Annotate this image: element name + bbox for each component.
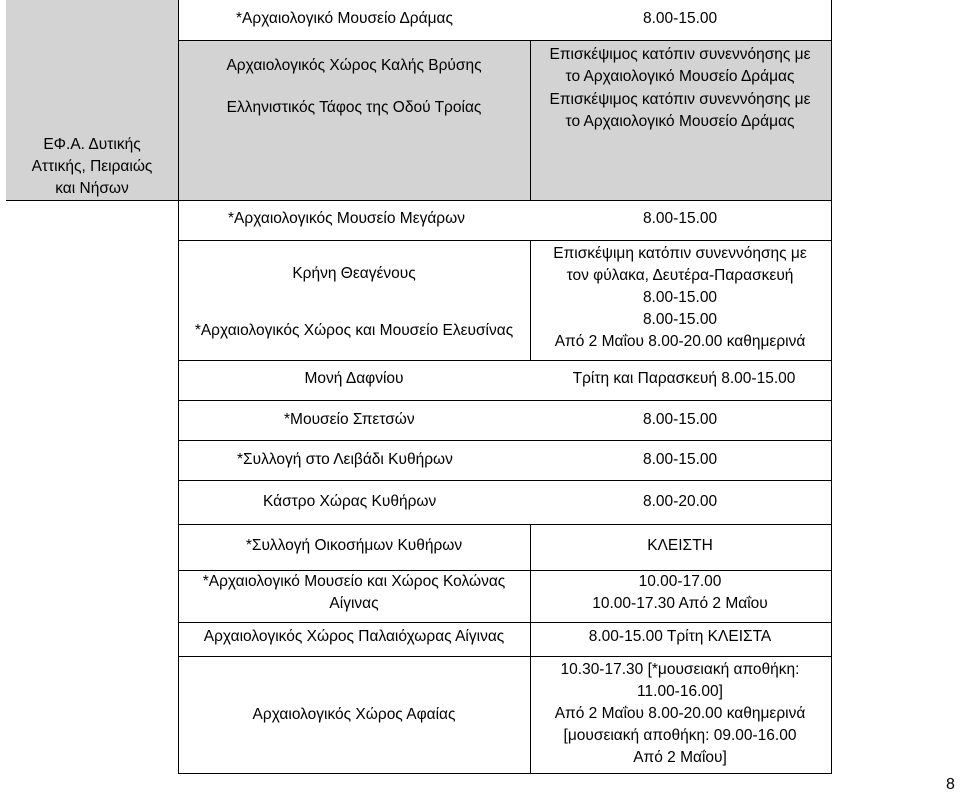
- rule: [530, 524, 531, 773]
- kolona-site-line-1: *Αρχαιολογικό Μουσείο και Χώρος Κολώνας: [202, 573, 506, 590]
- kali-vrysi-hours-line-2: το Αρχαιολογικό Μουσείο Δράμας: [565, 68, 795, 85]
- afaia-hours-line-2: 11.00-16.00]: [637, 683, 723, 700]
- rule: [530, 240, 531, 360]
- kolona-site-line-2: Αίγινας: [329, 595, 379, 612]
- afaia-site: Αρχαιολογικός Χώρος Αφαίας: [252, 706, 456, 723]
- afaia-hours-line-4: [μουσειακή αποθήκη: 09.00-16.00: [563, 727, 797, 744]
- rule: [530, 40, 531, 200]
- megara-museum-site: *Αρχαιολογικός Μουσείο Μεγάρων: [228, 210, 465, 227]
- theagenes-site: Κρήνη Θεαγένους: [292, 265, 416, 282]
- eleusis-hours-line-1: 8.00-15.00: [642, 311, 718, 328]
- rule: [178, 40, 832, 41]
- palaiochora-hours: 8.00-15.00 Τρίτη ΚΛΕΙΣΤΑ: [588, 628, 772, 645]
- afaia-hours-line-3: Από 2 Μαΐου 8.00-20.00 καθημερινά: [554, 705, 806, 722]
- rule: [178, 360, 832, 361]
- kastro-hours: 8.00-20.00: [643, 493, 718, 510]
- rule: [6, 200, 832, 201]
- rule: [178, 400, 832, 401]
- kythera-collection-hours: ΚΛΕΙΣΤΗ: [647, 537, 713, 554]
- kolona-hours-line-2: 10.00-17.30 Από 2 Μαΐου: [592, 595, 768, 612]
- region-name-line-3: και Νήσων: [55, 180, 129, 197]
- kali-vrysi-hours-line-1: Επισκέψιμος κατόπιν συνεννόησης με: [549, 46, 811, 63]
- drama-museum-hours: 8.00-15.00: [643, 10, 718, 27]
- spetses-hours: 8.00-15.00: [643, 411, 718, 428]
- rule: [178, 524, 832, 525]
- eleusis-hours-line-2: Από 2 Μαΐου 8.00-20.00 καθημερινά: [554, 333, 806, 350]
- spetses-site: *Μουσείο Σπετσών: [284, 411, 415, 428]
- drama-museum-site: *Αρχαιολογικό Μουσείο Δράμας: [236, 10, 453, 27]
- theagenes-hours-line-1: Επισκέψιμη κατόπιν συνεννόησης με: [553, 245, 807, 262]
- livadi-site: *Συλλογή στο Λειβάδι Κυθήρων: [237, 451, 453, 468]
- rule: [178, 570, 832, 571]
- livadi-hours: 8.00-15.00: [643, 451, 718, 468]
- kali-vrysi-site: Αρχαιολογικός Χώρος Καλής Βρύσης: [226, 57, 482, 74]
- rule: [178, 773, 832, 774]
- megara-museum-hours: 8.00-15.00: [643, 210, 718, 227]
- theagenes-hours-line-3: 8.00-15.00: [642, 289, 718, 306]
- rule: [178, 440, 832, 441]
- eleusis-site: *Αρχαιολογικός Χώρος και Μουσείο Ελευσίνας: [194, 322, 514, 339]
- dafni-hours: Τρίτη και Παρασκευή 8.00-15.00: [572, 370, 796, 387]
- kythera-collection-site: *Συλλογή Οικοσήμων Κυθήρων: [245, 537, 463, 554]
- afaia-hours-line-5: Από 2 Μαΐου]: [633, 749, 727, 766]
- troias-tomb-site: Ελληνιστικός Τάφος της Οδού Τροίας: [226, 99, 482, 116]
- dafni-site: Μονή Δαφνίου: [304, 370, 404, 387]
- palaiochora-site: Αρχαιολογικός Χώρος Παλαιόχωρας Αίγινας: [203, 628, 505, 645]
- rule: [178, 0, 179, 774]
- afaia-hours-line-1: 10.30-17.30 [*μουσειακή αποθήκη:: [560, 661, 800, 678]
- page-number: 8: [946, 776, 955, 793]
- rule: [831, 0, 832, 774]
- rule: [178, 240, 832, 241]
- kolona-hours-line-1: 10.00-17.00: [638, 573, 722, 590]
- region-name-line-1: ΕΦ.Α. Δυτικής: [43, 136, 141, 153]
- troias-tomb-hours-line-1: Επισκέψιμος κατόπιν συνεννόησης με: [549, 91, 811, 108]
- rule: [178, 480, 832, 481]
- region-name-line-2: Αττικής, Πειραιώς: [31, 158, 153, 175]
- theagenes-hours-line-2: τον φύλακα, Δευτέρα-Παρασκευή: [566, 267, 794, 284]
- rule: [178, 656, 832, 657]
- rule: [178, 622, 832, 623]
- troias-tomb-hours-line-2: το Αρχαιολογικό Μουσείο Δράμας: [565, 113, 795, 130]
- kastro-site: Κάστρο Χώρας Κυθήρων: [263, 493, 437, 510]
